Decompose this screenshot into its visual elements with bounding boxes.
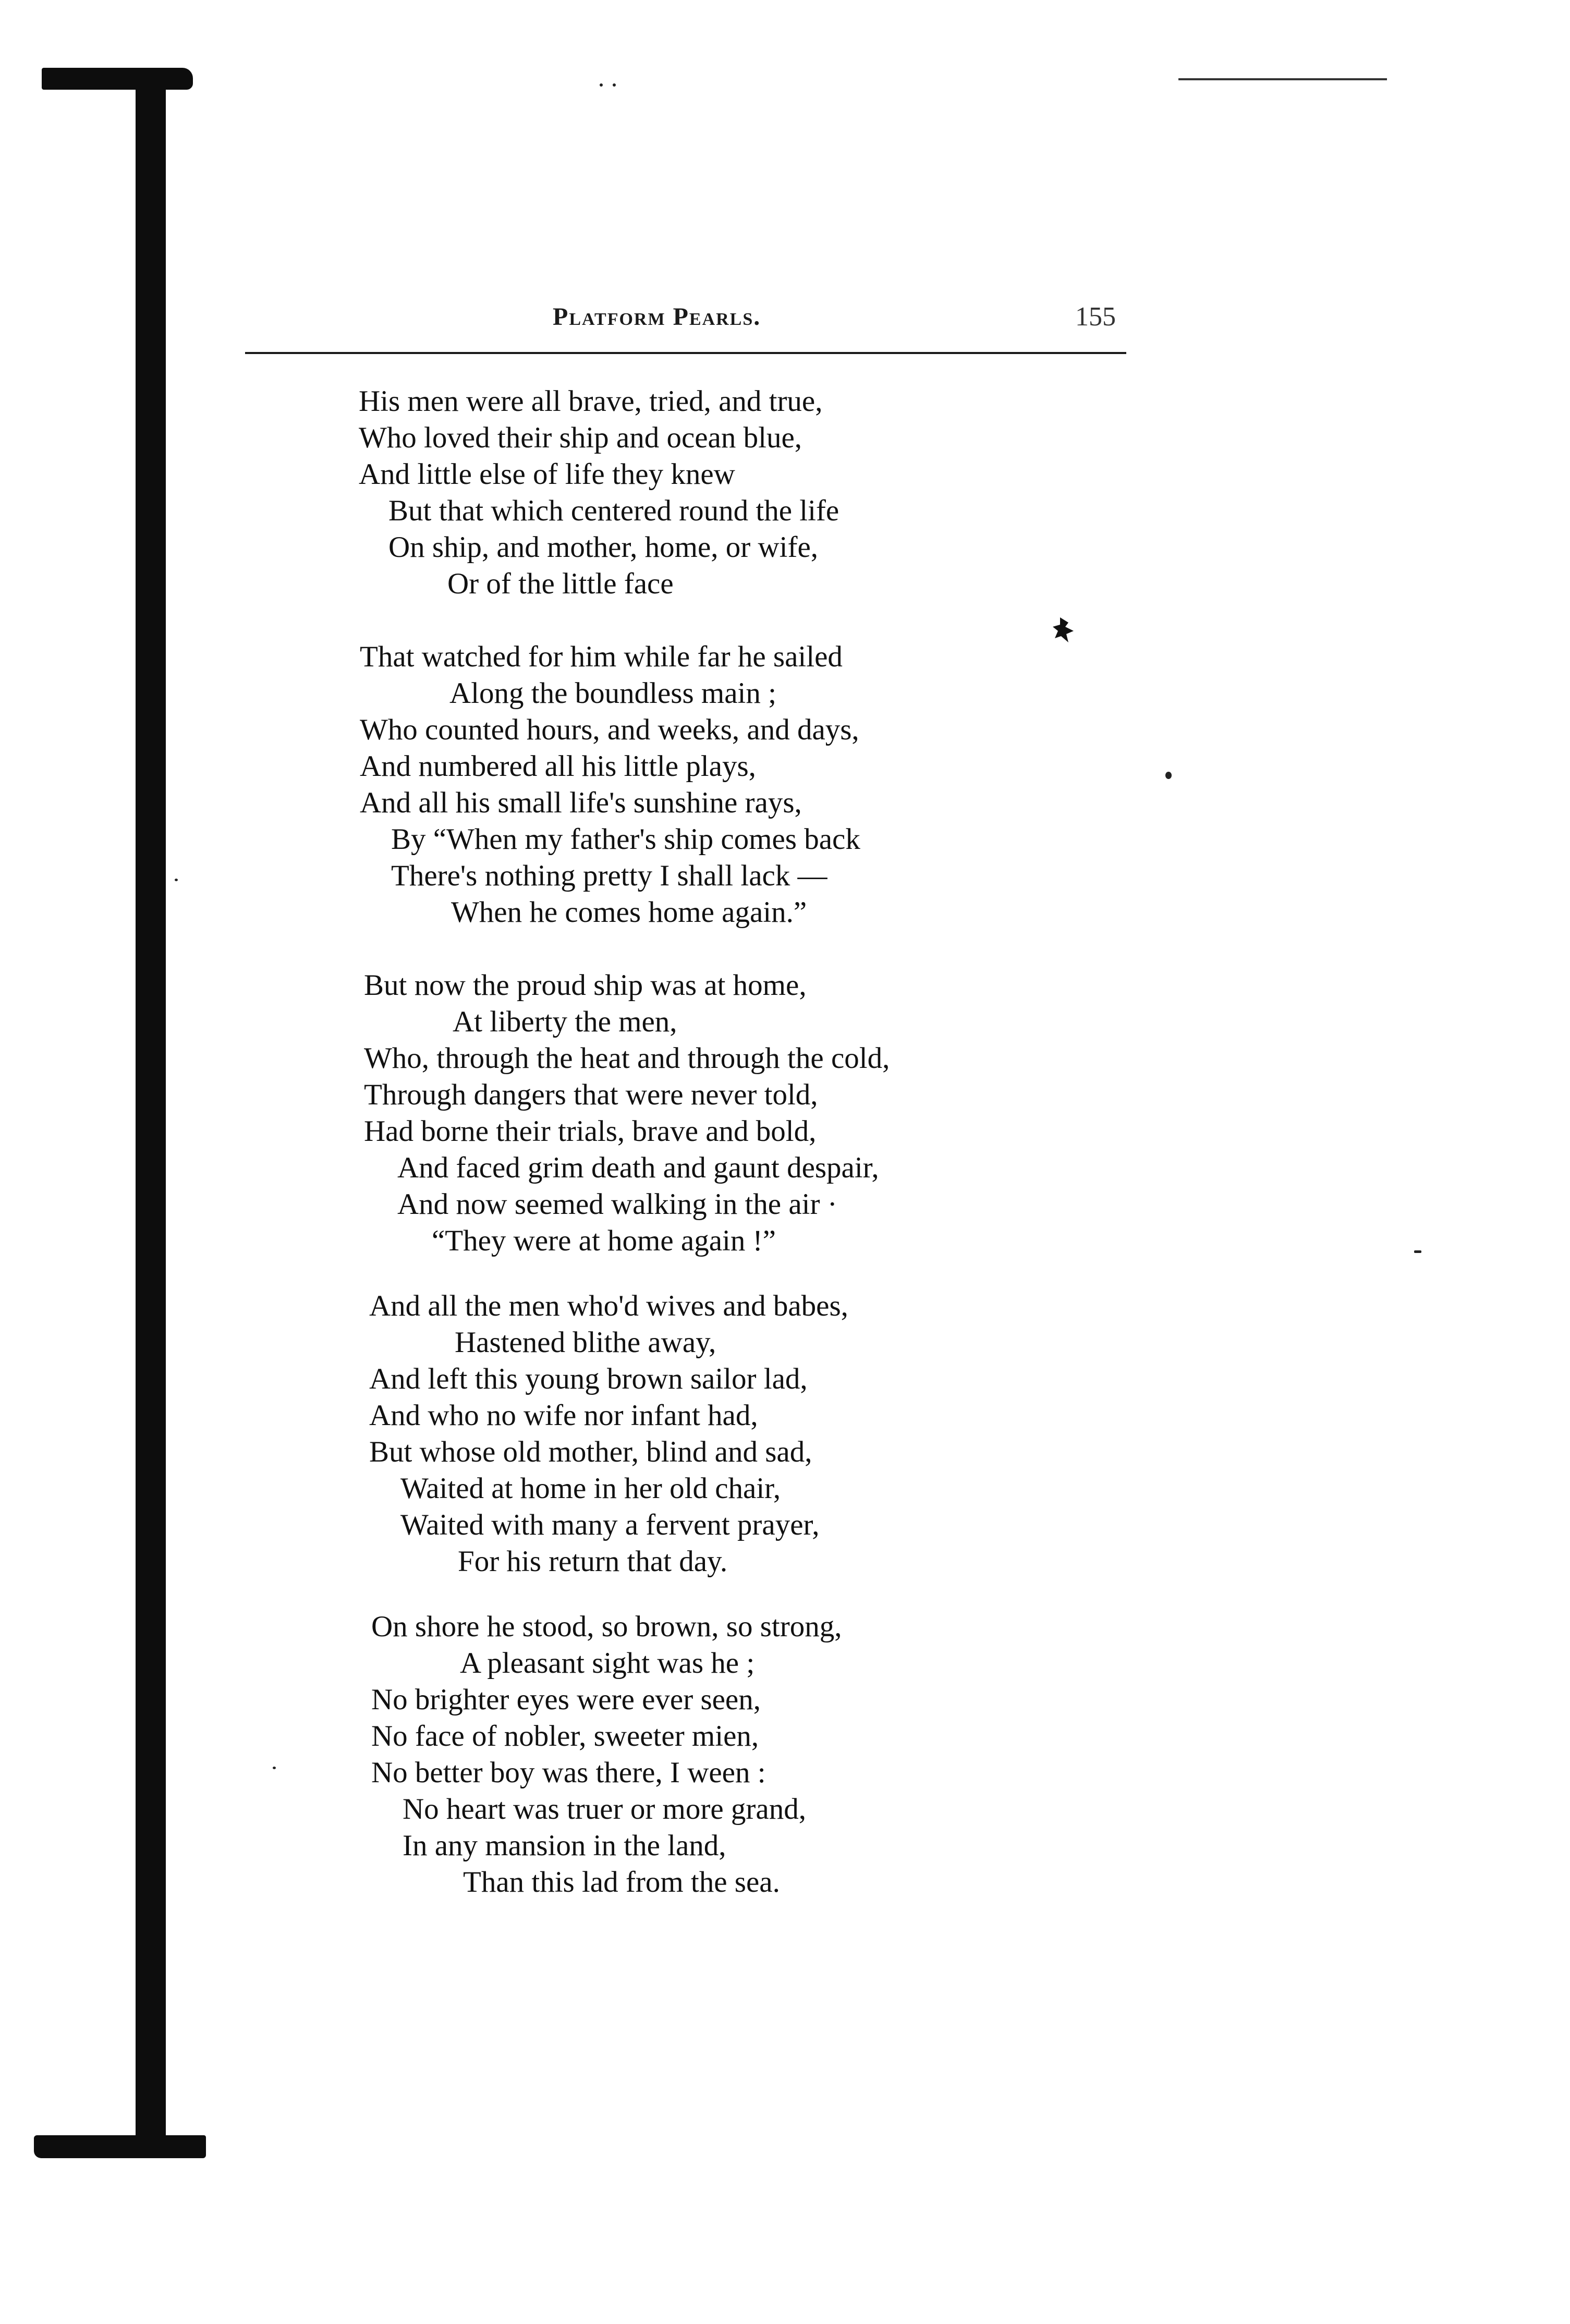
poem-line: No better boy was there, I ween :: [371, 1756, 766, 1789]
poem-line: And little else of life they knew: [359, 458, 735, 491]
poem-line: No face of nobler, sweeter mien,: [371, 1720, 759, 1753]
poem-line: On ship, and mother, home, or wife,: [388, 531, 819, 564]
poem-line: And who no wife nor infant had,: [369, 1399, 758, 1432]
poem-line: Through dangers that were never told,: [364, 1078, 818, 1111]
poem-line: And now seemed walking in the air ·: [397, 1188, 837, 1221]
poem-line: But that which centered round the life: [388, 494, 839, 527]
poem-line: “They were at home again !”: [432, 1224, 776, 1257]
poem-line: And all the men who'd wives and babes,: [369, 1289, 848, 1322]
binding-bracket-bottom: [34, 2135, 206, 2158]
poem-line: Or of the little face: [447, 567, 674, 600]
poem-line: For his return that day.: [458, 1545, 728, 1578]
speck: [600, 83, 603, 87]
poem-line: And faced grim death and gaunt despair,: [397, 1151, 879, 1184]
poem-line: Than this lad from the sea.: [463, 1866, 780, 1899]
poem-line: Who counted hours, and weeks, and days,: [360, 713, 859, 746]
poem-line: Had borne their trials, brave and bold,: [364, 1115, 817, 1148]
speck: [1165, 772, 1172, 779]
poem-line: When he comes home again.”: [451, 896, 807, 929]
poem-line: A pleasant sight was he ;: [460, 1647, 755, 1680]
poem-line: On shore he stood, so brown, so strong,: [371, 1610, 842, 1643]
running-title: Platform Pearls.: [553, 303, 761, 331]
speck: [175, 879, 178, 881]
poem-line: At liberty the men,: [453, 1005, 677, 1038]
header-rule: [245, 352, 1126, 354]
poem-line: No heart was truer or more grand,: [403, 1793, 806, 1826]
poem-line: There's nothing pretty I shall lack —: [391, 859, 827, 892]
poem-line: In any mansion in the land,: [403, 1829, 726, 1862]
speck: [273, 1767, 276, 1769]
running-header: [245, 297, 1126, 344]
binding-bracket-stem: [136, 78, 166, 2151]
poem-line: By “When my father's ship comes back: [391, 823, 860, 856]
poem-line: But now the proud ship was at home,: [364, 969, 807, 1002]
speck: [1414, 1250, 1421, 1253]
poem-line: No brighter eyes were ever seen,: [371, 1683, 761, 1716]
top-margin-mark: [1178, 78, 1387, 80]
binding-bracket-top: [42, 68, 193, 90]
poem-line: Waited at home in her old chair,: [400, 1472, 781, 1505]
poem-line: And numbered all his little plays,: [360, 750, 756, 783]
poem-line: Who, through the heat and through the cold,: [364, 1042, 890, 1075]
poem-line: But whose old mother, blind and sad,: [369, 1435, 812, 1468]
poem-line: And all his small life's sunshine rays,: [360, 786, 802, 819]
poem-line: And left this young brown sailor lad,: [369, 1362, 808, 1395]
poem-line: Along the boundless main ;: [449, 677, 776, 710]
poem-line: Hastened blithe away,: [455, 1326, 716, 1359]
poem-line: That watched for him while far he sailed: [360, 640, 843, 673]
poem-line: Who loved their ship and ocean blue,: [359, 421, 802, 454]
page-number: 155: [1075, 302, 1116, 332]
poem-line: His men were all brave, tried, and true,: [359, 385, 823, 418]
speck: [613, 83, 616, 87]
ink-blot-icon: [1051, 615, 1077, 647]
poem-line: Waited with many a fervent prayer,: [400, 1508, 820, 1541]
